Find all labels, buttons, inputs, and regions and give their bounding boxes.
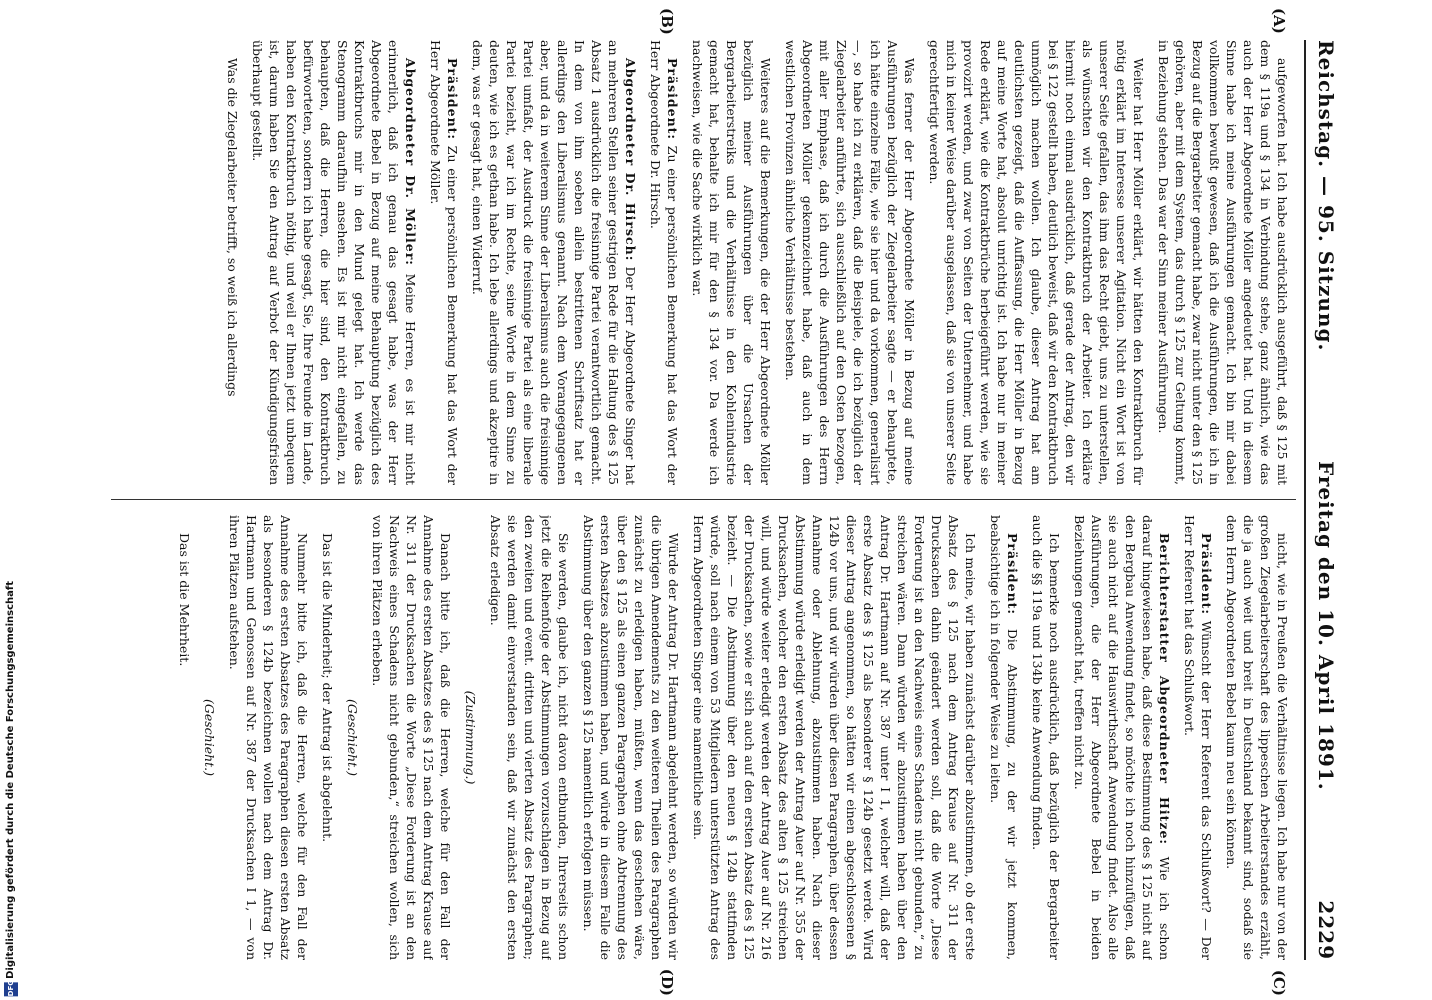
speech-paragraph [249,40,419,485]
text-paragraph: Was die Ziegelarbeiter betrifft, so weiß ich allerdings [225,58,240,397]
interjection: (Geschieht.) [345,698,360,777]
left-text-column [111,40,1291,485]
speech-text: Wie ich schon darauf hingewiesen habe, daß diese Bestimmung des § 125 nicht auf den Bergbau Anwendung findet, so möchte ich noch hinzufügen, daß sie auch nicht auf die Hauswirthschaft Anwendung findet. Also alle Ausführungen, die der Herr Abgeordnete Bebel in beiden Beziehungen gemacht hat, treffen nicht zu. [1072,515,1172,960]
speech-paragraph [427,40,461,485]
text-paragraph: Würde der Antrag Dr. Hartmann abgelehnt werden, so würden wir die übrigen Amendements zu den weiteren Theilen des Paragraphen zunächst zu erledigen haben, müßten, wenn das geschehen wäre, über den § 125 als einen ganzen Paragraphen ohne Abtrennung des ersten Absatzes abzustimmen haben, und würde in diesem Falle die Abstimmung über den ganzen § 125 namentlich erfolgen müssen. [581,515,681,960]
credit-text [4,575,18,1000]
speaker-name: Abgeordneter Dr. Hirsch: [623,58,638,262]
text-paragraph: Ich meine, wir haben zunächst darüber abzustimmen, ob der erste Absatz des § 125 nach dem Antrag Krause auf Nr. 311 der Drucksachen dahin geändert werden soll, daß die Worte „Diese Forderung ist an den Nachweis eines Schadens nicht gebunden,“ zu streichen wären. Dann würden wir abzustimmen haben über den Antrag Dr. Hartmann auf Nr. 387 unter I 1, welcher will, daß der erste Absatz des § 125 als besonderer § 124b gesetzt werde. Wird dieser Antrag angenommen, so hätten wir einen abgeschlossenen § 124b vor uns, und wir würden über diesen Paragraphen, über dessen Annahme oder Ablehnung, abzustimmen haben. Nach dieser Abstimmung würde erledigt werden der Antrag Auer auf Nr. 355 der Drucksachen, welcher den ersten Absatz des alten § 125 streichen will, und würde weiter erledigt werden der Antrag Auer auf Nr. 216 der Drucksachen, sowie er sich auch auf den ersten Absatz des § 125 bezieht. — Die Abstimmung über den neuen § 124b stattfinden würde, soll nach einem von 53 Mitgliedern unterstützten Antrag des Herrn Abgeordneten Singer eine namentliche sein. [691,515,978,960]
page-header [1304,40,1346,960]
page-number: 2229 [1314,900,1338,960]
speech-paragraph [1071,515,1173,960]
speech-text: Zu einer persönlichen Bemerkung hat das Wort der Herr Abgeordnete Möller. [428,40,460,485]
speaker-name: Präsident: [445,58,460,141]
text-paragraph: Danach bitte ich, daß die Herren, welche für den Fall der Annahme des ersten Absatzes des § 125 nach dem Antrag Krause auf Nr. 311 der Drucksachen die Worte „Diese Forderung ist an den Nachweis eines Schadens nicht gebunden,“ streichen wollen, sich von ihren Plätzen erheben. [370,515,453,960]
speech-paragraph [469,40,639,485]
speaker-name: Präsident: [1005,533,1020,616]
speaker-name: Präsident: [1199,533,1214,616]
speech-text: Wünscht der Herr Referent das Schlußwort? — Der Herr Referent hat das Schlußwort. [1182,515,1214,960]
text-paragraph: Nunmehr bitte ich, daß die Herren, welche für den Fall der Annahme des ersten Absatzes des Paragraphen diesen ersten Absatz als besonderen § 124b bezeichnen wollen nach dem Antrag Dr. Hartmann und Genossen auf Nr. 387 der Drucksachen I 1, — von ihren Plätzen aufstehen. [227,515,310,960]
text-paragraph: nicht, wie in Preußen die Verhältnisse liegen. Ich habe nur von der großen Ziegelarbeiterschaft des lippeschen Arbeiterstandes erzählt, die ja auch weit und breit in Deutschland bekannt sind, sodaß sie dem Herrn Abgeordneten Bebel kaum neu sein können. [1224,515,1290,960]
interjection: (Zustimmung.) [463,690,478,785]
column-divider [111,499,1296,500]
speech-paragraph [647,40,681,485]
header-session: Reichstag. — 95. Sitzung. [1314,40,1338,352]
text-paragraph: aufgeworfen hat. Ich habe ausdrücklich ausgeführt, daß § 125 mit dem § 119a und § 134 in Verbindung stehe, ganz ähnlich, wie das auch der Herr Abgeordnete Möller angedeutet hat. Und in diesem Sinne habe ich meine Ausführungen gemacht. Ich bin mir dabei vollkommen bewußt gewesen, daß ich die Ausführungen, die ich in Bezug auf die Bergarbeiter gemacht habe, zwar nicht unter den § 125 gehören, aber mit dem System, das durch § 125 zur Geltung kommt, in Beziehung stehen. Das war der Sinn meiner Ausführungen. [1156,40,1290,485]
text-paragraph: Das ist die Minderheit; der Antrag ist abgelehnt. [320,533,335,843]
text-paragraph: Ich bemerke noch ausdrücklich, daß bezüglich der Bergarbeiter auch die §§ 119a und 134b keine Anwendung finden. [1030,515,1062,960]
speaker-name: Präsident: [665,58,680,141]
rotated-page-content [66,0,1366,1000]
right-text-column [111,515,1291,960]
speaker-name: Abgeordneter Dr. Möller: [403,58,418,266]
header-date: Freitag den 10. April 1891. [1314,461,1338,791]
margin-letter-c: (C) [1270,969,1288,996]
text-paragraph: Sie werden, glaube ich, nicht davon entbunden, Ihrerseits schon jetzt die Reihenfolge der Abstimmungen vorzuschlagen in Bezug auf den zweiten und event. dritten und vierten Absatz des Paragraphen; sie werden damit einverstanden sein, daß wir zunächst den ersten Absatz erledigen. [488,515,571,960]
digitization-credit [0,0,22,1000]
speech-text: Der Herr Abgeordnete Singer hat an mehreren Stellen seiner gestrigen Rede für die Haltung des § 125 Absatz 1 ausdrücklich die freisinnige Partei verantwortlich gemacht. In dem von ihm soeben allein bestrittenen Schriftsatz hat er allerdings den Liberalismus genannt. Nach dem Vorangegangenen aber, und da in weiterem Sinne der Liberalismus auch die freisinnige Partei umfaßt, der Ausdruck die freisinnige Partei als eine liberale Partei bezieht, war ich im Rechte, seine Worte in dem Sinne zu deuten, wie ich es gethan habe. Ich lebe allerdings und akzeptire in dem, was er gesagt hat, einen Widerruf. [470,40,638,485]
margin-letter-d: (D) [658,968,676,996]
speech-paragraph [987,515,1021,960]
text-paragraph: Das ist die Mehrheit. [177,533,192,667]
speaker-name: Berichterstatter Abgeordneter Hitze: [1157,533,1172,846]
interjection: (Geschieht.) [202,698,217,777]
speech-paragraph [1181,515,1215,960]
margin-letter-a: (A) [1270,8,1288,34]
margin-letter-b: (B) [658,8,676,35]
dfg-logo-icon: DFG [4,982,18,996]
text-paragraph: Weiteres auf die Bemerkungen, die der Herr Abgeordnete Möller bezüglich meiner Ausführungen über die Ursachen der Bergarbeiterstreiks und die Verhältnisse in den Kohlenindustrie gemacht hat, behalte ich mir für den § 134 vor. Da werde ich nachweisen, wie die Sache wirklich war. [690,40,773,485]
credit-label: Digitalisierung gefördert durch die Deutsche Forschungsgemeinschaft [5,580,16,979]
speech-text: Zu einer persönlichen Bemerkung hat das Wort der Herr Abgeordnete Dr. Hirsch. [648,40,680,485]
speech-text: Meine Herren, es ist mir nicht erinnerlich, daß ich genau das gesagt habe, was der Herr Abgeordnete Bebel in Bezug auf meine Behauptung bezüglich des Kontraktbruchs mir in den Mund gelegt hat. Ich werde das Stenogramm daraufhin ansehen. Es ist mir nicht eingefallen, zu behaupten, daß die Herren, die hier sind, den Kontraktbruch befürworteten, sondern ich habe gesagt, Sie, Ihre Freunde im Lande, haben den Kontraktbruch nöthig, und weil er Ihnen jetzt unbequem ist, darum haben Sie den Antrag auf Verbot der Kündigungsfristen überhaupt gestellt. [250,40,418,485]
speech-text: Die Abstimmung, zu der wir jetzt kommen, beabsichtige ich in folgender Weise zu leiten. [988,515,1020,960]
text-paragraph: Was ferner der Herr Abgeordnete Möller in Bezug auf meine Ausführungen bezüglich der Ziegelarbeiter sagte — er behauptete, ich hätte einzelne Fälle, wie sie hier und da vorkommen, generalisirt —, so habe ich zu erklären, daß die Beispiele, die ich bezüglich der Ziegelarbeiter anführte, sich ausschließlich auf den Osten bezogen, mit aller Emphase, daß ich durch die Ausführungen des Herrn Abgeordneten Möller gekennzeichnet habe, daß auch in dem westlichen Provinzen ähnliche Verhältnisse bestehen. [783,40,917,485]
text-paragraph: Weiter hat Herr Möller erklärt, wir hätten den Kontraktbruch für nötig erklärt im Interesse unserer Agitation. Nicht ein Wort ist von unserer Seite gefallen, das ihm das Recht giebt, uns zu unterstellen, als wünschten wir den Kontraktbruch der Arbeiter. Ich erkläre hiermit noch einmal ausdrücklich, daß gerade der Antrag, den wir bei § 122 gestellt haben, deutlich beweist, daß wir den Kontraktbruch unmöglich machen wollen. Ich glaube, dieser Antrag hat am deutlichsten gezeigt, daß die Auffassung, die Herr Möller in Bezug auf meine Worte hat, absolut unrichtig ist. Ich habe nur in meiner Rede erklärt, wie die Kontraktbrüche herbeigeführt werden, wie sie provozirt werden, und zwar von Seiten der Unternehmer, und habe mich in keiner Weise darüber ausgelassen, daß sie von unserer Seite gerechtfertigt werden. [927,40,1146,485]
